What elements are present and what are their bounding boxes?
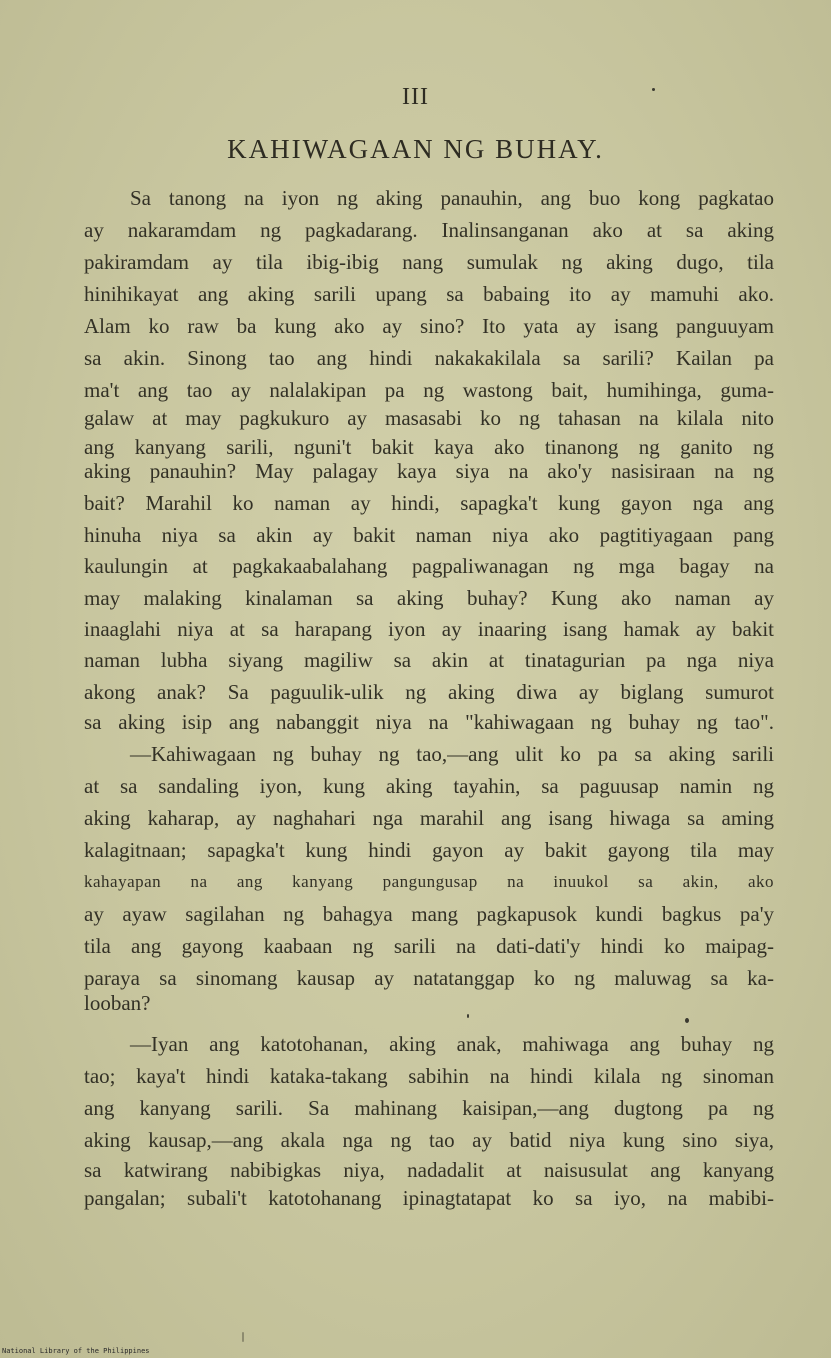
text-line: naman lubha siyang magiliw sa akin at tinatagurian pa nga niya <box>84 648 774 672</box>
paper-speck <box>652 88 655 91</box>
text-line: pakiramdam ay tila ibig-ibig nang sumulak ng aking dugo, tila <box>84 250 774 274</box>
text-line: ay nakaramdam ng pagkadarang. Inalinsanganan ako at sa aking <box>84 218 774 242</box>
text-line: hinihikayat ang aking sarili upang sa babaing ito ay mamuhi ako. <box>84 282 774 306</box>
text-line: sa akin. Sinong tao ang hindi nakakakilala sa sarili? Kailan pa <box>84 346 774 370</box>
text-line: akong anak? Sa paguulik-ulik ng aking diwa ay biglang sumurot <box>84 680 774 704</box>
text-line: kahayapan na ang kanyang pangungusap na inuukol sa akin, ako <box>84 872 774 891</box>
text-line: ay ayaw sagilahan ng bahagya mang pagkapusok kundi bagkus pa'y <box>84 902 774 926</box>
text-line: ang kanyang sarili, nguni't bakit kaya ako tinanong ng ganito ng <box>84 435 774 459</box>
text-line: aking kaharap, ay naghahari nga marahil ang isang hiwaga sa aming <box>84 806 774 830</box>
text-line: hinuha niya sa akin ay bakit naman niya ako pagtitiyagaan pang <box>84 523 774 547</box>
text-line: tila ang gayong kaabaan ng sarili na dati-dati'y hindi ko maipag- <box>84 934 774 958</box>
text-line: bait? Marahil ko naman ay hindi, sapagka't kung gayon nga ang <box>84 491 774 515</box>
library-footer: National Library of the Philippines <box>2 1347 150 1355</box>
paper-speck <box>467 1014 469 1018</box>
paper-speck <box>242 1332 244 1342</box>
text-line: tao; kaya't hindi kataka-takang sabihin na hindi kilala ng sinoman <box>84 1064 774 1088</box>
text-line: galaw at may pagkukuro ay masasabi ko ng tahasan na kilala nito <box>84 406 774 430</box>
text-line: looban? <box>84 991 151 1015</box>
text-line: Sa tanong na iyon ng aking panauhin, ang buo kong pagkatao <box>130 186 774 210</box>
text-line: aking kausap,—ang akala nga ng tao ay batid niya kung sino siya, <box>84 1128 774 1152</box>
text-line: ang kanyang sarili. Sa mahinang kaisipan,—ang dugtong pa ng <box>84 1096 774 1120</box>
text-line: kalagitnaan; sapagka't kung hindi gayon ay bakit gayong tila may <box>84 838 774 862</box>
text-line: paraya sa sinomang kausap ay natatanggap ko ng maluwag sa ka- <box>84 966 774 990</box>
text-line: Alam ko raw ba kung ako ay sino? Ito yata ay isang panguuyam <box>84 314 774 338</box>
text-line: —Iyan ang katotohanan, aking anak, mahiwaga ang buhay ng <box>130 1032 774 1056</box>
page-number: III <box>402 84 429 110</box>
text-line: ma't ang tao ay nalalakipan pa ng wastong bait, humihinga, guma- <box>84 378 774 402</box>
text-line: sa aking isip ang nabanggit niya na "kahiwagaan ng buhay ng tao". <box>84 710 774 734</box>
text-line: kaulungin at pagkakaabalahang pagpaliwanagan ng mga bagay na <box>84 554 774 578</box>
chapter-title: KAHIWAGAAN NG BUHAY. <box>227 134 604 164</box>
text-line: aking panauhin? May palagay kaya siya na ako'y nasisiraan na ng <box>84 459 774 483</box>
text-line: sa katwirang nabibigkas niya, nadadalit at naisusulat ang kanyang <box>84 1158 774 1182</box>
text-line: pangalan; subali't katotohanang ipinagtatapat ko sa iyo, na mabibi- <box>84 1186 774 1210</box>
text-line: —Kahiwagaan ng buhay ng tao,—ang ulit ko pa sa aking sarili <box>130 742 774 766</box>
text-line: may malaking kinalaman sa aking buhay? Kung ako naman ay <box>84 586 774 610</box>
text-line: at sa sandaling iyon, kung aking tayahin, sa paguusap namin ng <box>84 774 774 798</box>
text-line: inaaglahi niya at sa harapang iyon ay inaaring isang hamak ay bakit <box>84 617 774 641</box>
paper-speck <box>685 1018 689 1023</box>
